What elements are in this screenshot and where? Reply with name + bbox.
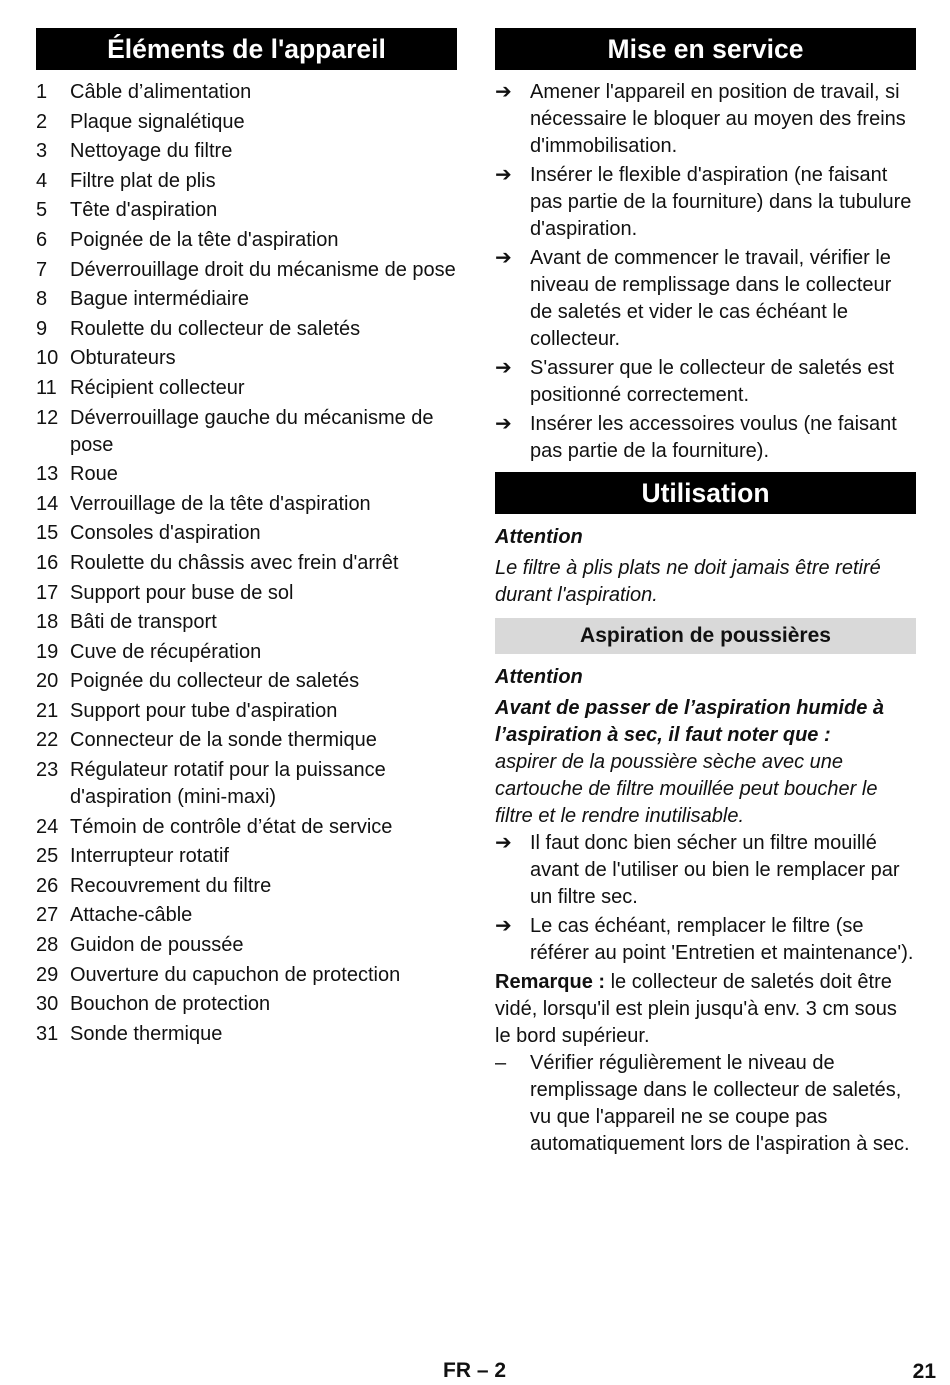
list-item	[36, 991, 457, 1018]
list-item	[36, 902, 457, 929]
list-item	[36, 109, 457, 136]
list-item	[36, 79, 457, 106]
item-number: 22	[36, 729, 59, 752]
item-number: 19	[36, 640, 59, 663]
attention-heading: Attention	[495, 526, 583, 548]
item-label: Support pour buse de sol	[70, 581, 294, 604]
list-item	[36, 345, 457, 372]
item-label: Consoles d'aspiration	[70, 522, 261, 545]
item-label: Déverrouillage droit du mécanisme de pose	[70, 258, 456, 281]
left-column	[36, 28, 457, 1050]
list-item	[36, 668, 457, 695]
bullet-text: Amener l'appareil en position de travail, si nécessaire le bloquer au moyen des freins d'immobilisation.	[530, 81, 906, 157]
bullet-text: S'assurer que le collecteur de saletés est positionné correctement.	[530, 357, 895, 406]
item-number: 3	[36, 140, 48, 163]
item-number: 31	[36, 1022, 59, 1045]
section-title-utilisation: Utilisation	[495, 472, 916, 514]
page-number: 21	[912, 1360, 936, 1383]
bullet-text: Insérer le flexible d'aspiration (ne faisant pas partie de la fourniture) dans la tubulure d'aspiration.	[530, 164, 912, 240]
item-number: 13	[36, 463, 59, 486]
list-item	[36, 197, 457, 224]
item-label: Support pour tube d'aspiration	[70, 699, 338, 722]
list-item	[36, 461, 457, 488]
list-item	[495, 245, 916, 353]
list-item	[36, 580, 457, 607]
section-title-mise-en-service: Mise en service	[495, 28, 916, 70]
list-item	[495, 411, 916, 465]
list-item	[36, 491, 457, 518]
item-number: 5	[36, 199, 48, 222]
item-label: Poignée de la tête d'aspiration	[70, 228, 339, 251]
item-label: Cuve de récupération	[70, 640, 262, 663]
item-number: 30	[36, 993, 59, 1016]
item-number: 14	[36, 492, 59, 515]
section-title-elements: Éléments de l'appareil	[36, 28, 457, 70]
bullet-text: Avant de commencer le travail, vérifier le niveau de remplissage dans le collecteur de saletés et vider le cas échéant le collecteur.	[530, 247, 892, 350]
item-number: 7	[36, 258, 48, 281]
bullet-text: Le cas échéant, remplacer le filtre (se référer au point 'Entretien et maintenance').	[530, 915, 914, 964]
arrow-icon: ➔	[495, 81, 512, 103]
attention-text: aspirer de la poussière sèche avec une cartouche de filtre mouillée peut boucher le filtre et le rendre inutilisable.	[495, 751, 878, 827]
remark-text: le collecteur de saletés doit être vidé, lorsqu'il est plein jusqu'à env. 3 cm sous le bord supérieur.	[495, 971, 897, 1047]
item-number: 24	[36, 815, 59, 838]
arrow-icon: ➔	[495, 164, 512, 186]
item-number: 17	[36, 581, 59, 604]
footer-section-number: – 2	[476, 1359, 507, 1382]
list-item	[495, 1050, 916, 1158]
list-item	[495, 913, 916, 967]
remark-paragraph	[495, 969, 916, 1050]
item-label: Verrouillage de la tête d'aspiration	[70, 492, 371, 515]
item-label: Connecteur de la sonde thermique	[70, 729, 377, 752]
arrow-icon: ➔	[495, 915, 512, 937]
item-label: Roulette du collecteur de saletés	[70, 317, 361, 340]
list-item	[36, 375, 457, 402]
parts-list	[36, 79, 457, 1048]
item-number: 29	[36, 963, 59, 986]
item-label: Filtre plat de plis	[70, 169, 216, 192]
dash-text: Vérifier régulièrement le niveau de remplissage dans le collecteur de saletés, vu que l'appareil ne se coupe pas automatiquement lors de l'aspiration à sec.	[530, 1052, 910, 1155]
item-label: Ouverture du capuchon de protection	[70, 963, 401, 986]
item-label: Poignée du collecteur de saletés	[70, 670, 360, 693]
item-number: 4	[36, 169, 48, 192]
item-label: Plaque signalétique	[70, 110, 245, 133]
item-number: 18	[36, 611, 59, 634]
list-item	[36, 520, 457, 547]
item-label: Recouvrement du filtre	[70, 874, 272, 897]
item-number: 26	[36, 874, 59, 897]
arrow-icon: ➔	[495, 357, 512, 379]
footer-section	[443, 1358, 506, 1384]
item-number: 9	[36, 317, 48, 340]
list-item	[36, 405, 457, 459]
item-label: Bâti de transport	[70, 611, 217, 634]
bullet-text: Insérer les accessoires voulus (ne faisant pas partie de la fourniture).	[530, 413, 897, 462]
item-number: 27	[36, 904, 59, 927]
item-number: 16	[36, 551, 59, 574]
remark-label: Remarque :	[495, 971, 606, 993]
mise-en-service-list	[495, 79, 916, 465]
list-item	[36, 757, 457, 811]
item-label: Interrupteur rotatif	[70, 845, 229, 868]
item-number: 11	[36, 376, 57, 399]
list-item	[36, 168, 457, 195]
attention-heading: Attention	[495, 666, 583, 688]
item-label: Tête d'aspiration	[70, 199, 218, 222]
item-number: 23	[36, 759, 59, 782]
list-item	[36, 698, 457, 725]
attention-text: Le filtre à plis plats ne doit jamais être retiré durant l'aspiration.	[495, 557, 881, 606]
item-label: Guidon de poussée	[70, 934, 244, 957]
list-item	[36, 843, 457, 870]
list-item	[36, 873, 457, 900]
list-item	[36, 138, 457, 165]
item-number: 25	[36, 845, 59, 868]
list-item	[36, 727, 457, 754]
item-label: Nettoyage du filtre	[70, 140, 233, 163]
item-label: Déverrouillage gauche du mécanisme de pose	[70, 406, 434, 456]
list-item	[495, 355, 916, 409]
item-number: 8	[36, 288, 48, 311]
item-label: Obturateurs	[70, 347, 176, 370]
item-number: 2	[36, 110, 48, 133]
item-label: Roulette du châssis avec frein d'arrêt	[70, 551, 399, 574]
list-item	[36, 316, 457, 343]
item-label: Récipient collecteur	[70, 376, 245, 399]
list-item	[36, 962, 457, 989]
list-item	[36, 1021, 457, 1048]
list-item	[495, 79, 916, 160]
item-label: Régulateur rotatif pour la puissance d'aspiration (mini-maxi)	[70, 759, 386, 809]
right-column	[495, 28, 916, 1158]
item-number: 28	[36, 934, 59, 957]
list-item	[495, 162, 916, 243]
dash-list	[495, 1050, 916, 1158]
list-item	[36, 550, 457, 577]
list-item	[36, 814, 457, 841]
list-item	[36, 286, 457, 313]
item-number: 20	[36, 670, 59, 693]
item-label: Bouchon de protection	[70, 993, 271, 1016]
item-number: 15	[36, 522, 59, 545]
item-number: 1	[36, 81, 48, 103]
item-label: Témoin de contrôle d’état de service	[70, 815, 393, 838]
item-number: 12	[36, 406, 59, 429]
item-label: Attache-câble	[70, 904, 193, 927]
item-label: Câble d’alimentation	[70, 81, 252, 103]
section-title-aspiration: Aspiration de poussières	[495, 618, 916, 654]
aspiration-list	[495, 830, 916, 967]
list-item	[36, 227, 457, 254]
list-item	[36, 639, 457, 666]
item-number: 6	[36, 228, 48, 251]
arrow-icon: ➔	[495, 247, 512, 269]
list-item	[36, 257, 457, 284]
item-number: 10	[36, 347, 59, 370]
bullet-text: Il faut donc bien sécher un filtre mouillé avant de l'utiliser ou bien le remplacer par un filtre sec.	[530, 832, 900, 908]
attention-bold-text: Avant de passer de l’aspiration humide à l’aspiration à sec, il faut noter que :	[495, 697, 885, 746]
item-label: Sonde thermique	[70, 1022, 223, 1045]
footer-lang: FR	[443, 1359, 471, 1382]
item-label: Bague intermédiaire	[70, 288, 249, 311]
list-item	[36, 932, 457, 959]
list-item	[495, 830, 916, 911]
dash-icon: –	[495, 1052, 507, 1074]
item-label: Roue	[70, 463, 118, 486]
list-item	[36, 609, 457, 636]
item-number: 21	[36, 699, 59, 722]
arrow-icon: ➔	[495, 832, 512, 854]
arrow-icon: ➔	[495, 413, 512, 435]
